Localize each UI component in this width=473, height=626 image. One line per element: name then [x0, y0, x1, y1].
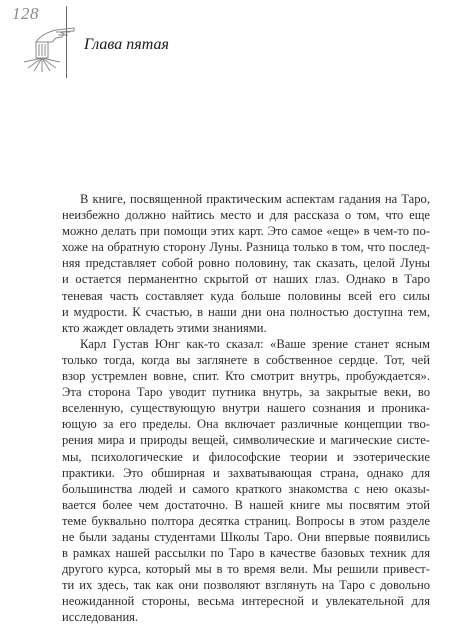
text-line: хоже на обратную сторону Луны. Разница только в том, что послед-: [62, 240, 430, 255]
text-line: большинства людей и самого краткого знакомства с нею оказы-: [62, 481, 430, 496]
text-line: В книге, посвященной практическим аспектам гадания на Таро,: [80, 192, 430, 206]
text-line: не были заданы студентами Школы Таро. Они впервые появились: [62, 529, 430, 544]
body-text: [62, 191, 430, 626]
header-divider: [66, 6, 67, 78]
text-line: только тогда, когда вы заглянете в собственное сердце. Тот, чей: [62, 352, 430, 367]
text-line: теме буквально полтора десятка страниц. Вопросы в этом разделе: [62, 513, 430, 528]
paragraph-2: [62, 336, 430, 626]
text-line: вается более чем достаточно. В нашей книге мы посвятим этой: [62, 497, 430, 512]
text-line: и мудрости. К счастью, в наши дни она полностью доступна тем,: [62, 304, 430, 319]
text-line: кто жаждет овладеть этими знаниями.: [62, 320, 267, 335]
text-line: Эта сторона Таро уводит путника внутрь, за закрытые веки, во: [62, 385, 430, 400]
text-line: няя представляет собой ровно половину, так сказать, целой Луны: [62, 256, 430, 271]
text-line: и остается перманентно скрытой от наших глаз. Однако в Таро: [62, 272, 430, 287]
paragraph-1: [62, 191, 430, 336]
text-line: неожиданной стороны, весьма интересной и увлекательной для: [62, 594, 430, 609]
text-line: рения мира и природы вещей, символические и магические систе-: [62, 433, 430, 448]
text-line: ющую за его пределы. Она включает различные концепции тво-: [62, 417, 430, 432]
text-line: теневая часть составляет куда больше половины всей его силы: [62, 288, 430, 303]
page-number: 128: [12, 4, 39, 23]
text-line: другого курса, который мы в то время вели. Мы решили привест-: [62, 562, 430, 577]
pointing-hand-icon: [12, 14, 78, 74]
text-line: неизбежно должно найтись место и для рассказа о том, что еще: [62, 208, 430, 223]
chapter-title: Глава пятая: [84, 36, 169, 53]
text-line: взор устремлен вовне, спит. Кто смотрит внутрь, пробуждается».: [62, 369, 430, 384]
text-line: ти их здесь, так как они позволяют взглянуть на Таро с довольно: [62, 578, 430, 593]
page-header-ornament: [12, 4, 78, 66]
text-line: вселенную, существующую внутри нашего сознания и проника-: [62, 401, 430, 416]
text-line: мы, психологические и философские теории и эзотерические: [62, 449, 430, 464]
text-line: практики. Это обширная и захватывающая страна, однако для: [62, 465, 430, 480]
text-line: Карл Густав Юнг как-то сказал: «Ваше зрение станет ясным: [80, 336, 430, 351]
text-line: можно делать при помощи этих карт. Это самое «еще» в чем-то по-: [62, 224, 430, 239]
text-line: в рамках нашей рассылки по Таро в качестве базовых техник для: [62, 546, 430, 561]
text-line: исследования.: [62, 610, 139, 625]
